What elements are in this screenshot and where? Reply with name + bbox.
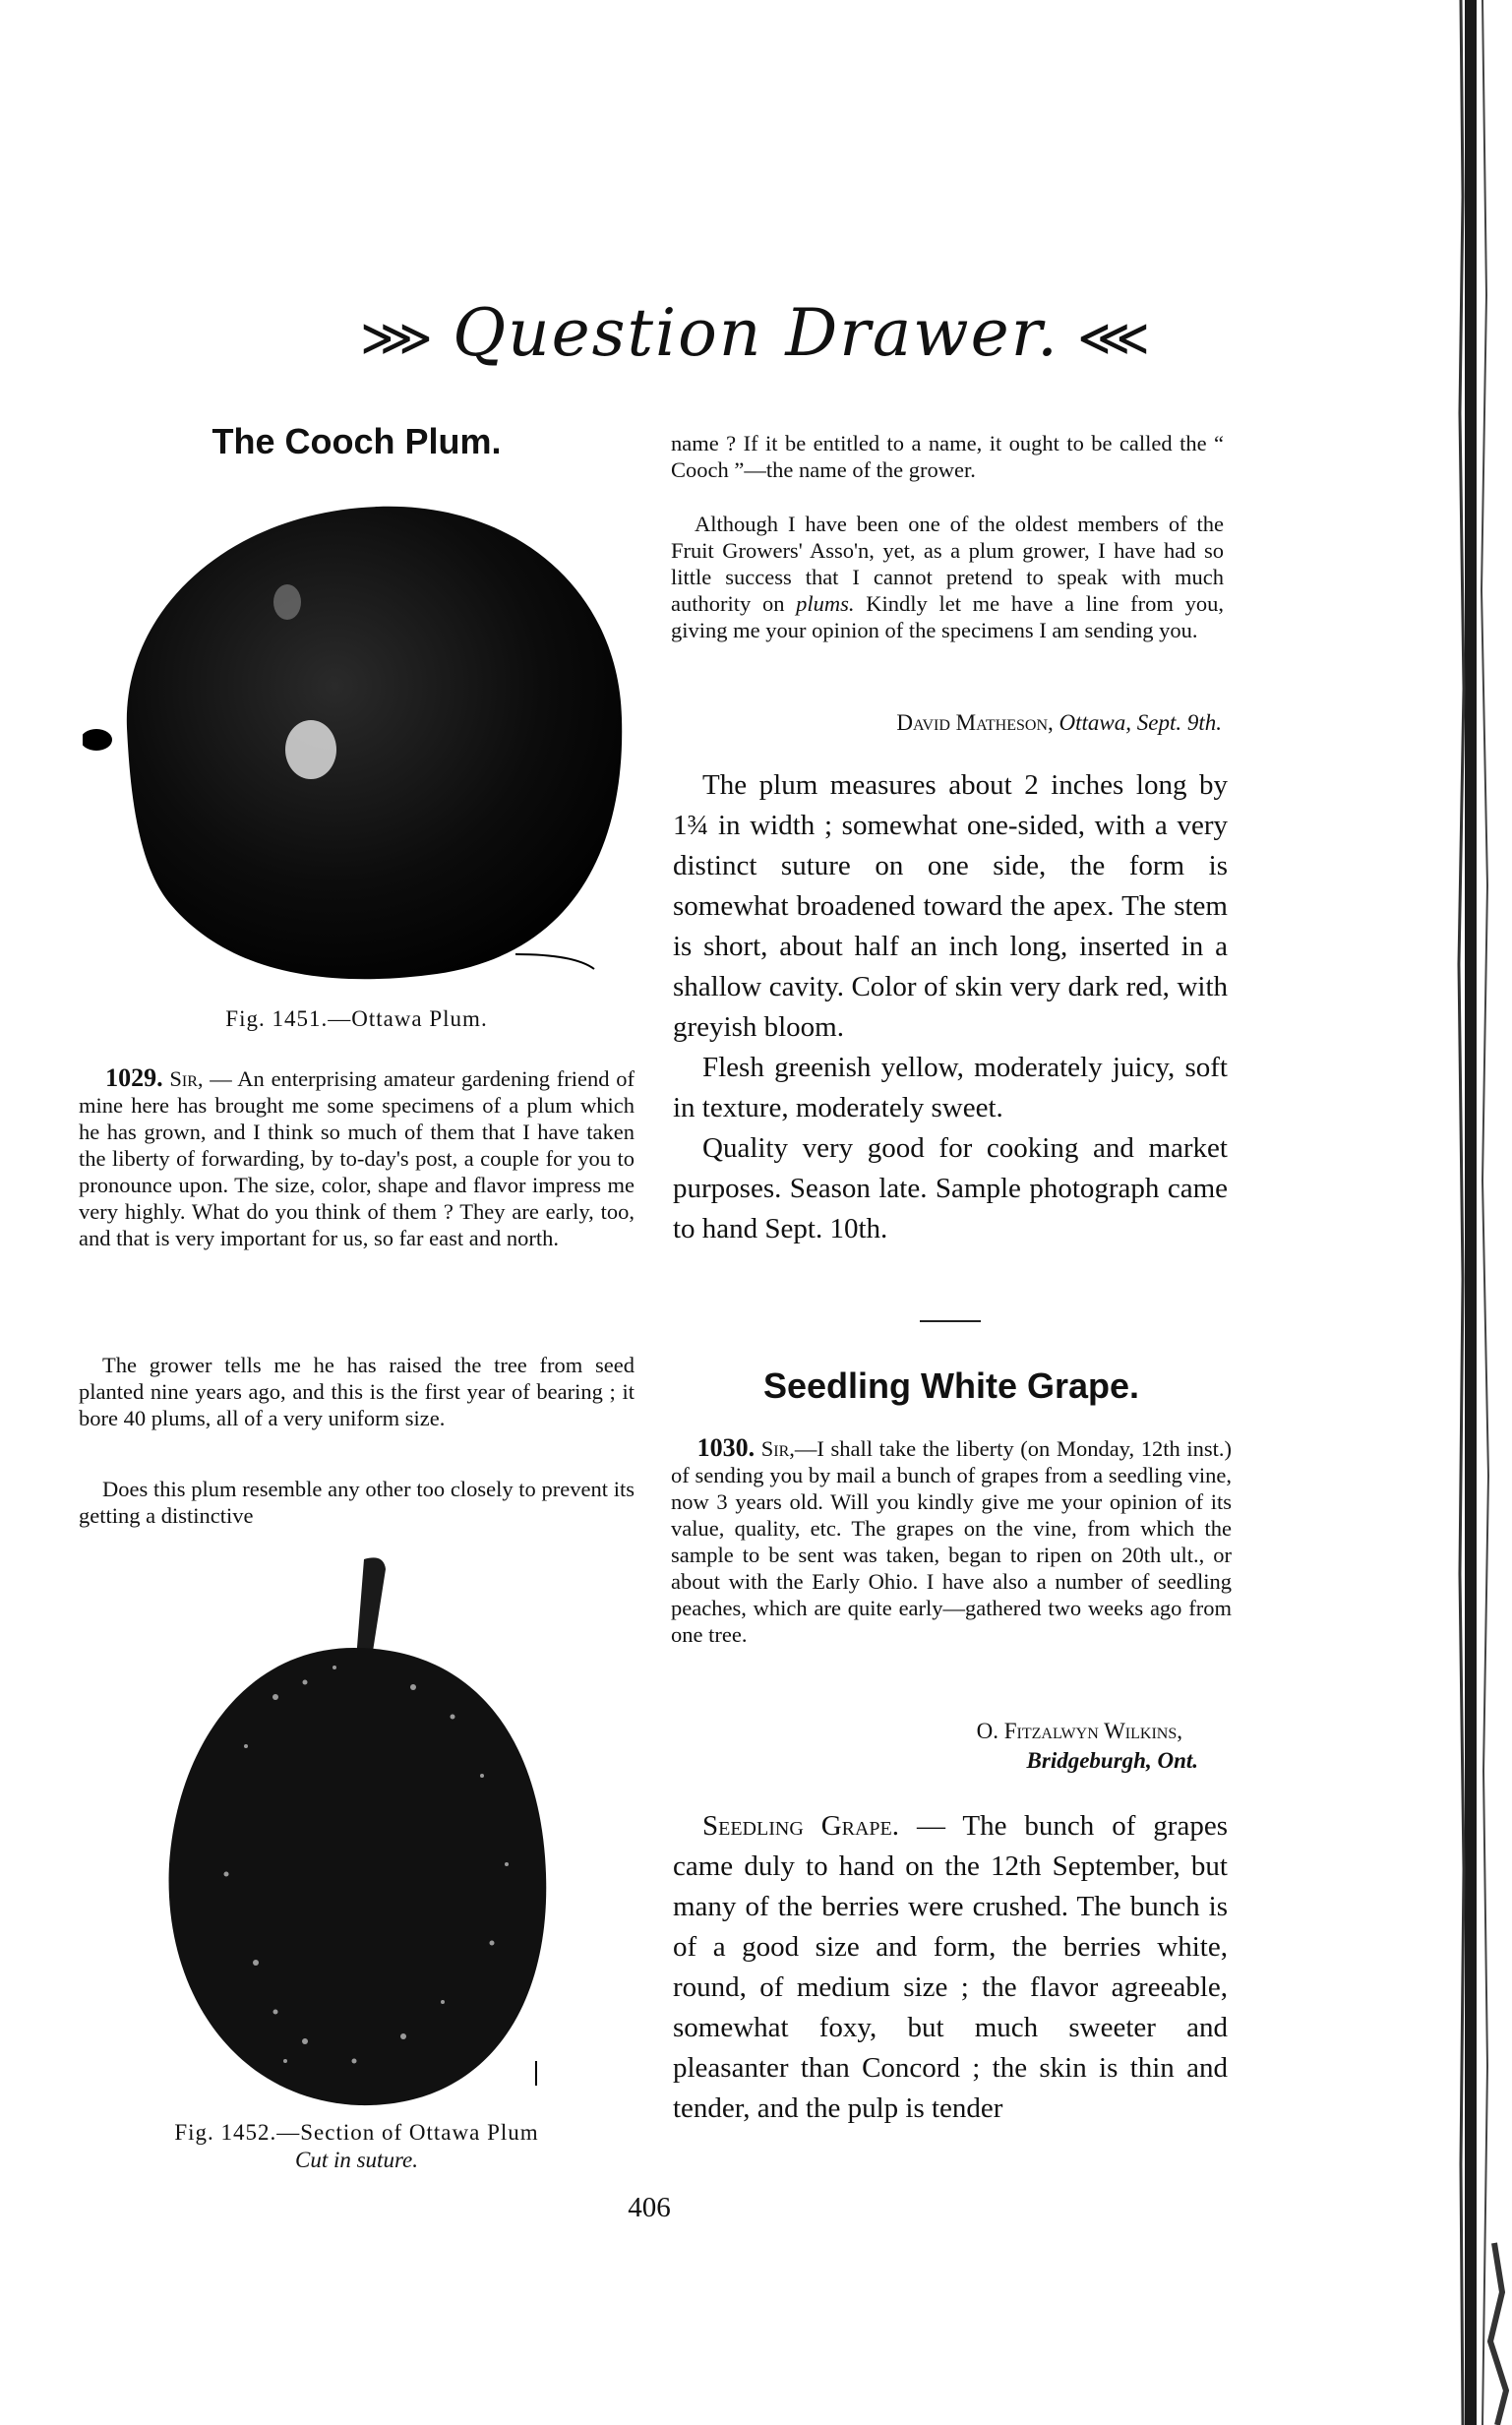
figure-ottawa-plum-image (83, 492, 634, 989)
answer-lead: Seedling Grape. (702, 1810, 900, 1842)
figure1-caption: Fig. 1451.—Ottawa Plum. (225, 1006, 488, 1031)
salutation: Sir, (760, 1436, 795, 1461)
figure2-subcaption: Cut in suture. (294, 2148, 419, 2172)
question-text: — An enterprising amateur gardening friend of mine here has brought me some specimens of a plum which he has grown, and I think so much of them that I have taken the liberty of forwarding, by to-day's post, a couple for you to pronounce upon. The size, color, shape and flavor impress me very highly. What do you think of them ? They are early, too, and that is very important for us, so far east and north. (79, 1066, 635, 1250)
figure2-caption (79, 2120, 635, 2173)
page-number: 406 (628, 2192, 671, 2223)
title-ornament-right-icon: ⋘ (1077, 309, 1152, 368)
salutation: Sir, (169, 1066, 204, 1091)
section-divider (920, 1320, 981, 1322)
name-paragraph: name ? If it be entitled to a name, it ought to be called the “ Cooch ”—the name of the grower. (671, 431, 1224, 482)
although-paragraph (671, 511, 1224, 643)
question-text: —I shall take the liberty (on Monday, 12th inst.) of sending you by mail a bunch of grapes from a seedling vine, now 3 years old. Will you kindly give me your opinion of its value, quality, etc. The grapes on the vine, from which the sample to be sent was taken, began to ripen on 20th ult., or about with the Early Ohio. I have also a number of seedling peaches, which are quite early—gathered two weeks ago from one tree. (671, 1436, 1233, 1647)
question-number: 1030. (696, 1433, 756, 1462)
question-number: 1029. (105, 1063, 163, 1092)
answer-paragraph: Flesh greenish yellow, moderately juicy, soft in texture, moderately sweet. (673, 1052, 1228, 1123)
although-text-b: Kindly let me have a line from you, giving me your opinion of the specimens I am sending you. (671, 591, 1224, 642)
although-text-a: Although I have been one of the oldest members of the Fruit Growers' Asso'n, yet, as a plum grower, I have had so little success that I cannot pretend to speak with much authority on (671, 512, 1224, 616)
answer-cooch-plum (673, 765, 1228, 1249)
figure2-caption-text: Fig. 1452.—Section of Ottawa Plum (174, 2120, 539, 2145)
answer-text: — The bunch of grapes came duly to hand on the 12th September, but many of the berries were crushed. The bunch is of a good size and form, the berries white, round, of medium size ; the flavor agreeable, somewhat foxy, but much sweeter and pleasanter than Concord ; the skin is thin and tender, and the pulp is tender (673, 1810, 1228, 2124)
page-title (0, 295, 1512, 371)
answer-paragraph: Quality very good for cooking and market purposes. Season late. Sample photograph came to hand Sept. 10th. (673, 1132, 1228, 1244)
distinctive-paragraph: Does this plum resemble any other too closely to prevent its getting a distinctive (79, 1477, 635, 1528)
title-ornament-left-icon: ⋙ (360, 309, 435, 368)
figure-plum-section-image (157, 1549, 561, 2110)
section-heading-cooch-plum: The Cooch Plum. (212, 421, 502, 461)
although-emphasis: plums. (796, 591, 855, 616)
signature-wilkins-place: Bridgeburgh, Ont. (1026, 1748, 1198, 1773)
answer-seedling-grape (673, 1806, 1228, 2129)
question-1030 (671, 1434, 1232, 1648)
question-1029 (79, 1064, 635, 1251)
signature-name: David Matheson, (896, 710, 1054, 735)
grower-paragraph: The grower tells me he has raised the tree from seed planted nine years ago, and this is the first year of bearing ; it bore 40 plums, all of a very uniform size. (79, 1353, 635, 1430)
title-text: Question Drawer. (452, 295, 1060, 371)
section-heading-seedling-grape: Seedling White Grape. (762, 1365, 1140, 1406)
signature-place: Ottawa, Sept. 9th. (1058, 710, 1222, 735)
signature-wilkins-name: O. Fitzalwyn Wilkins, (976, 1719, 1182, 1743)
signature-matheson (671, 710, 1222, 736)
answer-paragraph: The plum measures about 2 inches long by 1¾ in width ; somewhat one-sided, with a very distinct suture on one side, the form is somewhat broadened toward the apex. The stem is short, about half an inch long, inserted in a shallow cavity. Color of skin very dark red, with greyish bloom. (673, 769, 1228, 1043)
